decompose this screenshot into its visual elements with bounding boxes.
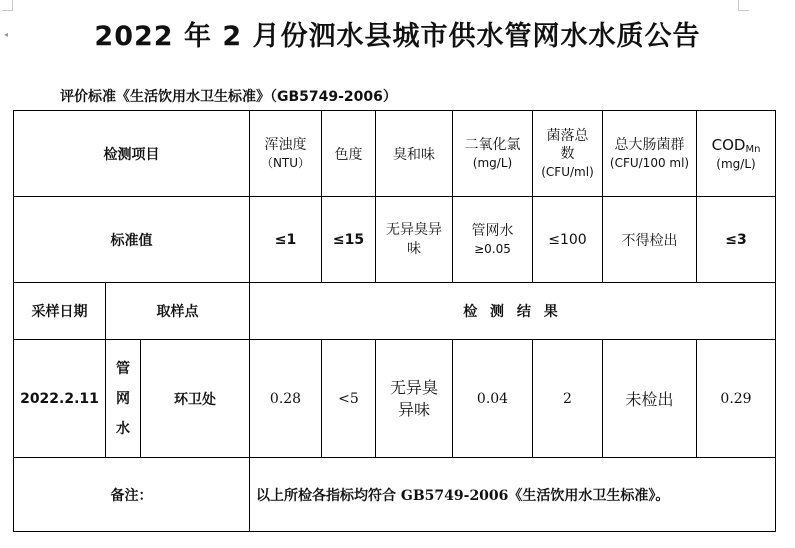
result-chlorine: 0.04 <box>453 340 533 458</box>
standard-label: 标准值 <box>14 197 250 283</box>
header-coliform: 总大肠菌群 (CFU/100 ml) <box>603 111 697 197</box>
result-label: 检 测 结 果 <box>250 283 776 340</box>
result-color: <5 <box>322 340 376 458</box>
standard-bacteria: ≤100 <box>533 197 603 283</box>
point-label: 取样点 <box>106 283 250 340</box>
corner-mark-right <box>738 0 749 11</box>
result-turbidity: 0.28 <box>250 340 322 458</box>
result-row <box>14 340 776 458</box>
result-coliform: 未检出 <box>603 340 697 458</box>
item-label: 检测项目 <box>14 111 250 197</box>
header-chlorine: 二氧化氯 (mg/L) <box>453 111 533 197</box>
evaluation-standard: 评价标准《生活饮用水卫生标准》（GB5749-2006） <box>60 89 397 105</box>
paragraph-mark: ◂ <box>4 30 9 39</box>
standard-turbidity: ≤1 <box>250 197 322 283</box>
sample-date: 2022.2.11 <box>14 340 106 458</box>
header-cod: $COD_{Mn}$ (mg/L) <box>697 111 776 197</box>
note-label: 备注： <box>14 458 250 532</box>
note-row <box>14 458 776 532</box>
standard-chlorine: 管网水 ≥0.05 <box>453 197 533 283</box>
corner-mark-left <box>2 0 13 11</box>
standard-coliform: 不得检出 <box>603 197 697 283</box>
result-cod: 0.29 <box>697 340 776 458</box>
result-odor: 无异臭异味 <box>376 340 453 458</box>
result-bacteria: 2 <box>533 340 603 458</box>
header-turbidity: 浑浊度 （NTU） <box>250 111 322 197</box>
header-odor: 臭和味 <box>376 111 453 197</box>
header-row <box>14 111 776 197</box>
header-color: 色度 <box>322 111 376 197</box>
page-title: 2022 年 2 月份泗水县城市供水管网水水质公告 <box>94 21 701 52</box>
note-text: 以上所检各指标均符合 GB5749-2006《生活饮用水卫生标准》。 <box>250 458 776 532</box>
water-quality-table <box>13 110 776 532</box>
result-header-row <box>14 283 776 340</box>
date-label: 采样日期 <box>14 283 106 340</box>
header-bacteria: 菌落总数 (CFU/ml) <box>533 111 603 197</box>
standard-color: ≤15 <box>322 197 376 283</box>
standard-odor: 无异臭异味 <box>376 197 453 283</box>
water-type: 管 网 水 <box>106 340 141 458</box>
standard-cod: ≤3 <box>697 197 776 283</box>
standard-row <box>14 197 776 283</box>
sample-point: 环卫处 <box>141 340 250 458</box>
